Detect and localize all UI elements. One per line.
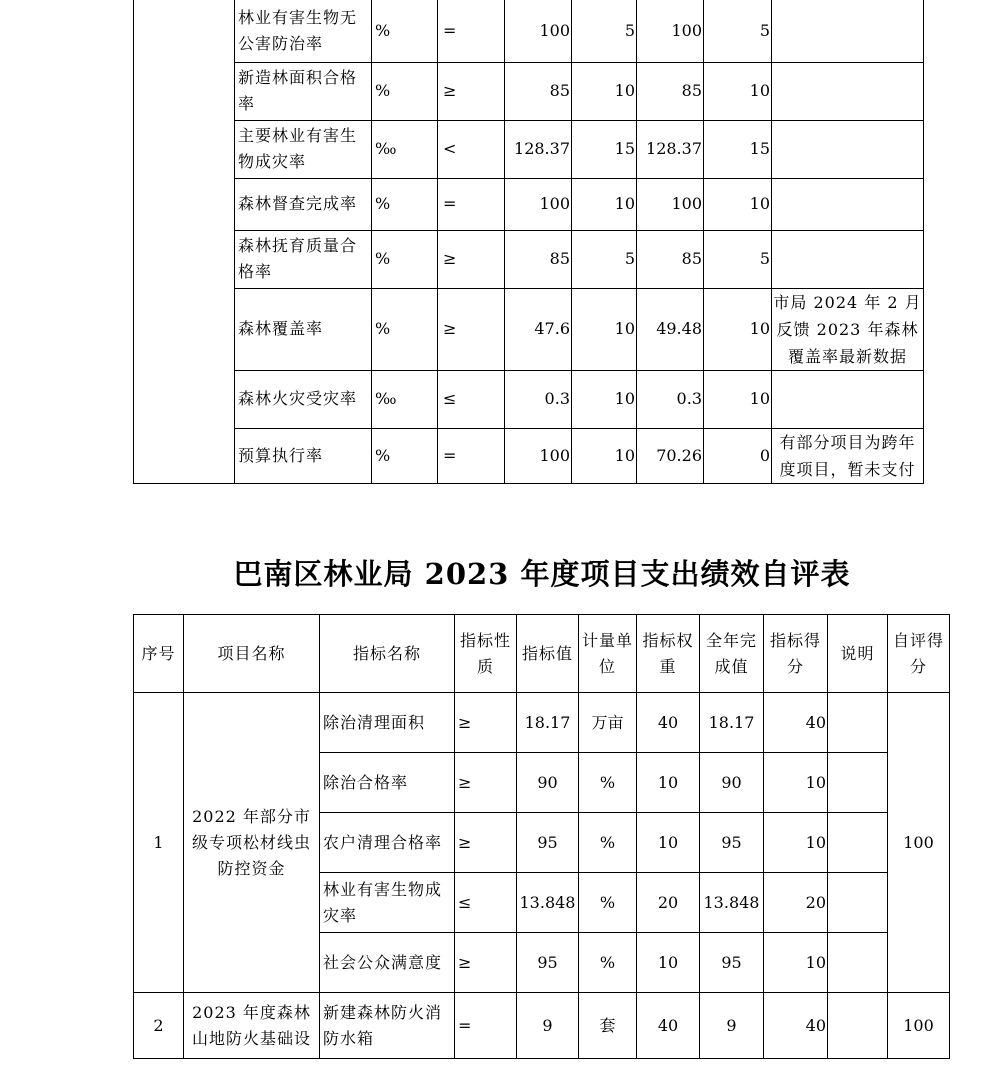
header-indicator: 指标名称 <box>320 615 455 693</box>
target-value: 85 <box>505 62 572 120</box>
desc-cell <box>828 933 888 993</box>
indicator-value: 9 <box>517 993 579 1059</box>
target-value: 100 <box>505 0 572 62</box>
indicator-name: 森林抚育质量合格率 <box>235 230 372 288</box>
unit-cell: % <box>372 178 438 230</box>
indicator-value: 18.17 <box>517 693 579 753</box>
table-row <box>134 230 924 288</box>
nature-cell: ≥ <box>455 693 517 753</box>
group2-self-score: 100 <box>888 993 950 1059</box>
actual-value: 100 <box>637 178 704 230</box>
actual-value: 49.48 <box>637 288 704 370</box>
actual-value: 90 <box>700 753 764 813</box>
desc-cell <box>828 813 888 873</box>
unit-cell: 套 <box>579 993 637 1059</box>
indicator-name: 森林督查完成率 <box>235 178 372 230</box>
group2-seq: 2 <box>134 993 184 1059</box>
target-value: 0.3 <box>505 370 572 428</box>
unit-cell: % <box>372 230 438 288</box>
weight-value: 10 <box>572 288 637 370</box>
weight-value: 20 <box>637 873 700 933</box>
weight-value: 5 <box>572 230 637 288</box>
indicator-name: 农户清理合格率 <box>320 813 455 873</box>
note-cell <box>772 120 924 178</box>
header-project: 项目名称 <box>184 615 320 693</box>
nature-cell: ≥ <box>455 753 517 813</box>
actual-value: 13.848 <box>700 873 764 933</box>
unit-cell: % <box>579 753 637 813</box>
actual-value: 18.17 <box>700 693 764 753</box>
actual-value: 95 <box>700 813 764 873</box>
header-nature: 指标性质 <box>455 615 517 693</box>
table-row <box>134 693 950 753</box>
score-value: 10 <box>704 178 772 230</box>
weight-value: 40 <box>637 993 700 1059</box>
note-cell <box>772 230 924 288</box>
note-cell <box>772 370 924 428</box>
score-value: 10 <box>764 813 828 873</box>
target-value: 100 <box>505 178 572 230</box>
indicator-name: 除治清理面积 <box>320 693 455 753</box>
operator-cell: ≤ <box>438 370 505 428</box>
desc-cell <box>828 993 888 1059</box>
header-value: 指标值 <box>517 615 579 693</box>
indicator-name: 林业有害生物无公害防治率 <box>235 0 372 62</box>
operator-cell: = <box>438 428 505 483</box>
note-cell <box>772 178 924 230</box>
weight-value: 10 <box>572 62 637 120</box>
actual-value: 100 <box>637 0 704 62</box>
unit-cell: % <box>579 933 637 993</box>
indicator-name: 社会公众满意度 <box>320 933 455 993</box>
operator-cell: = <box>438 178 505 230</box>
category-cell <box>134 0 235 483</box>
group2-project-name: 2023 年度森林山地防火基础设 <box>184 993 320 1059</box>
header-weight: 指标权重 <box>637 615 700 693</box>
target-value: 85 <box>505 230 572 288</box>
group1-self-score: 100 <box>888 693 950 993</box>
unit-cell: ‰ <box>372 120 438 178</box>
table-row <box>134 178 924 230</box>
weight-value: 10 <box>637 933 700 993</box>
header-unit: 计量单位 <box>579 615 637 693</box>
note-cell <box>772 62 924 120</box>
desc-cell <box>828 753 888 813</box>
score-value: 10 <box>764 933 828 993</box>
header-seq: 序号 <box>134 615 184 693</box>
target-value: 47.6 <box>505 288 572 370</box>
actual-value: 95 <box>700 933 764 993</box>
unit-cell: % <box>372 288 438 370</box>
indicator-value: 13.848 <box>517 873 579 933</box>
target-value: 100 <box>505 428 572 483</box>
header-score: 指标得分 <box>764 615 828 693</box>
actual-value: 85 <box>637 230 704 288</box>
score-value: 10 <box>704 370 772 428</box>
score-value: 15 <box>704 120 772 178</box>
weight-value: 10 <box>572 178 637 230</box>
desc-cell <box>828 873 888 933</box>
weight-value: 10 <box>637 813 700 873</box>
weight-value: 40 <box>637 693 700 753</box>
nature-cell: ≥ <box>455 813 517 873</box>
weight-value: 10 <box>572 370 637 428</box>
score-value: 10 <box>704 288 772 370</box>
score-value: 10 <box>704 62 772 120</box>
indicator-name: 新造林面积合格率 <box>235 62 372 120</box>
score-value: 5 <box>704 230 772 288</box>
unit-cell: % <box>372 428 438 483</box>
actual-value: 128.37 <box>637 120 704 178</box>
indicator-name: 森林覆盖率 <box>235 288 372 370</box>
indicator-name: 新建森林防火消防水箱 <box>320 993 455 1059</box>
score-value: 20 <box>764 873 828 933</box>
weight-value: 5 <box>572 0 637 62</box>
indicator-value: 95 <box>517 813 579 873</box>
indicator-name: 森林火灾受灾率 <box>235 370 372 428</box>
indicator-name: 预算执行率 <box>235 428 372 483</box>
header-self-score: 自评得分 <box>888 615 950 693</box>
operator-cell: < <box>438 120 505 178</box>
unit-cell: ‰ <box>372 370 438 428</box>
table-row <box>134 370 924 428</box>
operator-cell: ≥ <box>438 230 505 288</box>
table-row <box>134 62 924 120</box>
actual-value: 70.26 <box>637 428 704 483</box>
actual-value: 0.3 <box>637 370 704 428</box>
target-value: 128.37 <box>505 120 572 178</box>
note-cell: 有部分项目为跨年度项目，暂未支付 <box>772 428 924 483</box>
score-value: 0 <box>704 428 772 483</box>
score-value: 10 <box>764 753 828 813</box>
unit-cell: % <box>372 0 438 62</box>
indicator-table-top <box>133 0 924 484</box>
group1-project-name: 2022 年部分市级专项松材线虫防控资金 <box>184 693 320 993</box>
header-row <box>134 615 950 693</box>
nature-cell: ≥ <box>455 933 517 993</box>
unit-cell: % <box>372 62 438 120</box>
indicator-name: 林业有害生物成灾率 <box>320 873 455 933</box>
weight-value: 10 <box>637 753 700 813</box>
actual-value: 9 <box>700 993 764 1059</box>
nature-cell: = <box>455 993 517 1059</box>
operator-cell: ≥ <box>438 288 505 370</box>
table-row <box>134 428 924 483</box>
indicator-name: 主要林业有害生物成灾率 <box>235 120 372 178</box>
indicator-value: 95 <box>517 933 579 993</box>
desc-cell <box>828 693 888 753</box>
page-title: 巴南区林业局 2023 年度项目支出绩效自评表 <box>233 557 851 591</box>
operator-cell: = <box>438 0 505 62</box>
weight-value: 10 <box>572 428 637 483</box>
table-row <box>134 993 950 1059</box>
table-row <box>134 288 924 370</box>
note-cell: 市局 2024 年 2 月反馈 2023 年森林覆盖率最新数据 <box>772 288 924 370</box>
score-value: 40 <box>764 993 828 1059</box>
table-row <box>134 0 924 62</box>
performance-table <box>133 614 950 1059</box>
score-value: 5 <box>704 0 772 62</box>
indicator-value: 90 <box>517 753 579 813</box>
actual-value: 85 <box>637 62 704 120</box>
header-actual: 全年完成值 <box>700 615 764 693</box>
weight-value: 15 <box>572 120 637 178</box>
unit-cell: % <box>579 873 637 933</box>
unit-cell: % <box>579 813 637 873</box>
score-value: 40 <box>764 693 828 753</box>
group1-seq: 1 <box>134 693 184 993</box>
note-cell <box>772 0 924 62</box>
header-desc: 说明 <box>828 615 888 693</box>
indicator-name: 除治合格率 <box>320 753 455 813</box>
table-row <box>134 120 924 178</box>
nature-cell: ≤ <box>455 873 517 933</box>
unit-cell: 万亩 <box>579 693 637 753</box>
operator-cell: ≥ <box>438 62 505 120</box>
